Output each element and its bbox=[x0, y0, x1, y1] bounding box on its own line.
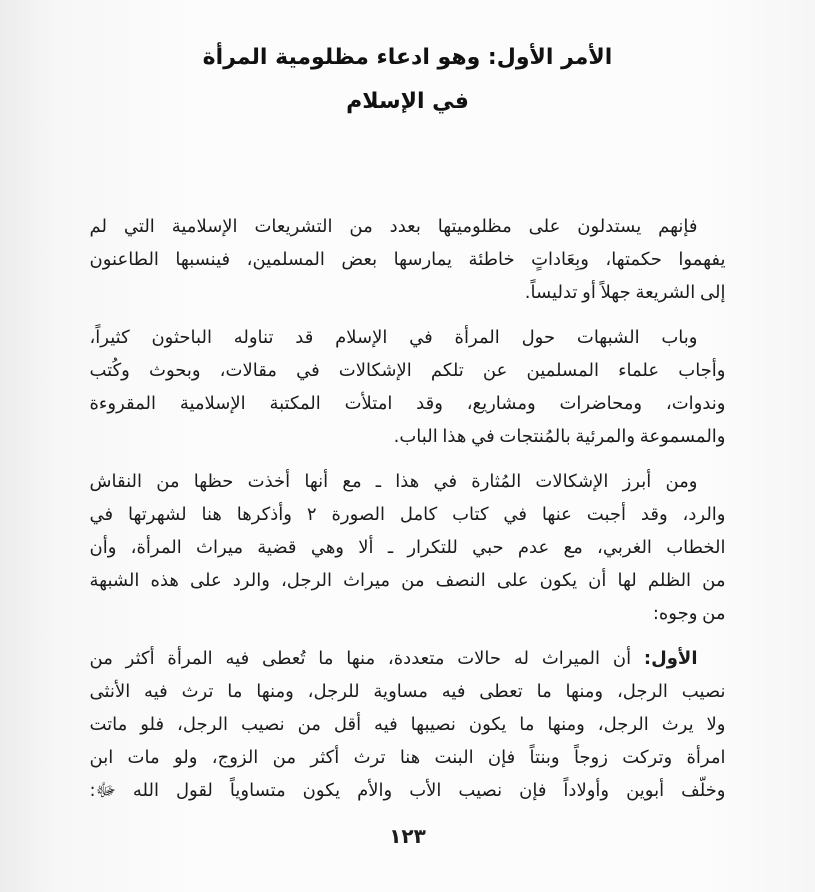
page-number: ١٢٣ bbox=[389, 824, 426, 848]
paragraph-4-line: ولا يرث الرجل، ومنها ما يكون نصيبها فيه أقل من نصيب الرجل، فلو ماتت bbox=[89, 714, 726, 735]
paragraph-1-line: فإنهم يستدلون على مظلوميتها بعدد من التشريعات الإسلامية التي لم bbox=[89, 216, 698, 237]
paragraph-2 bbox=[90, 321, 726, 453]
paragraph-4-line: نصيب الرجل، ومنها ما تعطى فيه مساوية للرجل، ومنها ما ترث فيه الأنثى bbox=[89, 681, 726, 702]
paragraph-3 bbox=[90, 465, 726, 630]
paragraph-1 bbox=[90, 210, 726, 309]
paragraph-3-line: ومن أبرز الإشكالات المُثارة في هذا ـ مع أنها أخذت حظها من النقاش bbox=[89, 471, 698, 492]
paragraph-3-line: من الظلم لها أن يكون على النصف من ميراث الرجل، والرد على هذه الشبهة bbox=[89, 570, 726, 591]
chapter-title-line-1: الأمر الأول: وهو ادعاء مظلومية المرأة bbox=[202, 45, 613, 70]
paragraph-1-line: يفهموا حكمتها، وبِعَاداتٍ خاطئة يمارسها بعض المسلمين، فينسبها الطاعنون bbox=[89, 249, 726, 270]
paragraph-4-first-line bbox=[90, 642, 726, 675]
paragraph-4-line: وخلّف أبوين وأولاداً فإن نصيب الأب والأم يكون متساوياً لقول الله ﷻ: bbox=[89, 780, 726, 801]
paragraph-2-line: وباب الشبهات حول المرأة في الإسلام قد تناوله الباحثون كثيراً، bbox=[89, 327, 698, 348]
paragraph-2-line: والمسموعة والمرئية بالمُنتجات في هذا الباب. bbox=[393, 426, 726, 447]
point-lead-label: الأول: bbox=[643, 648, 698, 669]
paragraph-2-line: وندوات، ومحاضرات ومشاريع، وقد امتلأت المكتبة الإسلامية المقروءة bbox=[89, 393, 726, 414]
paragraph-4 bbox=[90, 642, 726, 807]
paragraph-2-line: وأجاب علماء المسلمين عن تلكم الإشكالات في مقالات، وبحوث وكُتب bbox=[89, 360, 726, 381]
paragraph-4-line: امرأة وتركت زوجاً وبنتاً فإن البنت هنا ترث أكثر من الزوج، ولو مات ابن bbox=[89, 747, 726, 768]
paragraph-1-line: إلى الشريعة جهلاً أو تدليساً. bbox=[524, 282, 726, 303]
paragraph-4-line: أن الميراث له حالات متعددة، منها ما تُعطى فيه المرأة أكثر من bbox=[89, 648, 632, 669]
paragraph-3-line: الخطاب الغربي، مع عدم حبي للتكرار ـ ألا وهي قضية ميراث المرأة، وأن bbox=[89, 537, 726, 558]
body-text bbox=[90, 210, 726, 807]
paragraph-3-line: والرد، وقد أجبت عنها في كتاب كامل الصورة ٢ وأذكرها هنا لشهرتها في bbox=[89, 504, 726, 525]
chapter-title-line-2: في الإسلام bbox=[346, 89, 469, 114]
paragraph-3-line: من وجوه: bbox=[652, 603, 726, 624]
